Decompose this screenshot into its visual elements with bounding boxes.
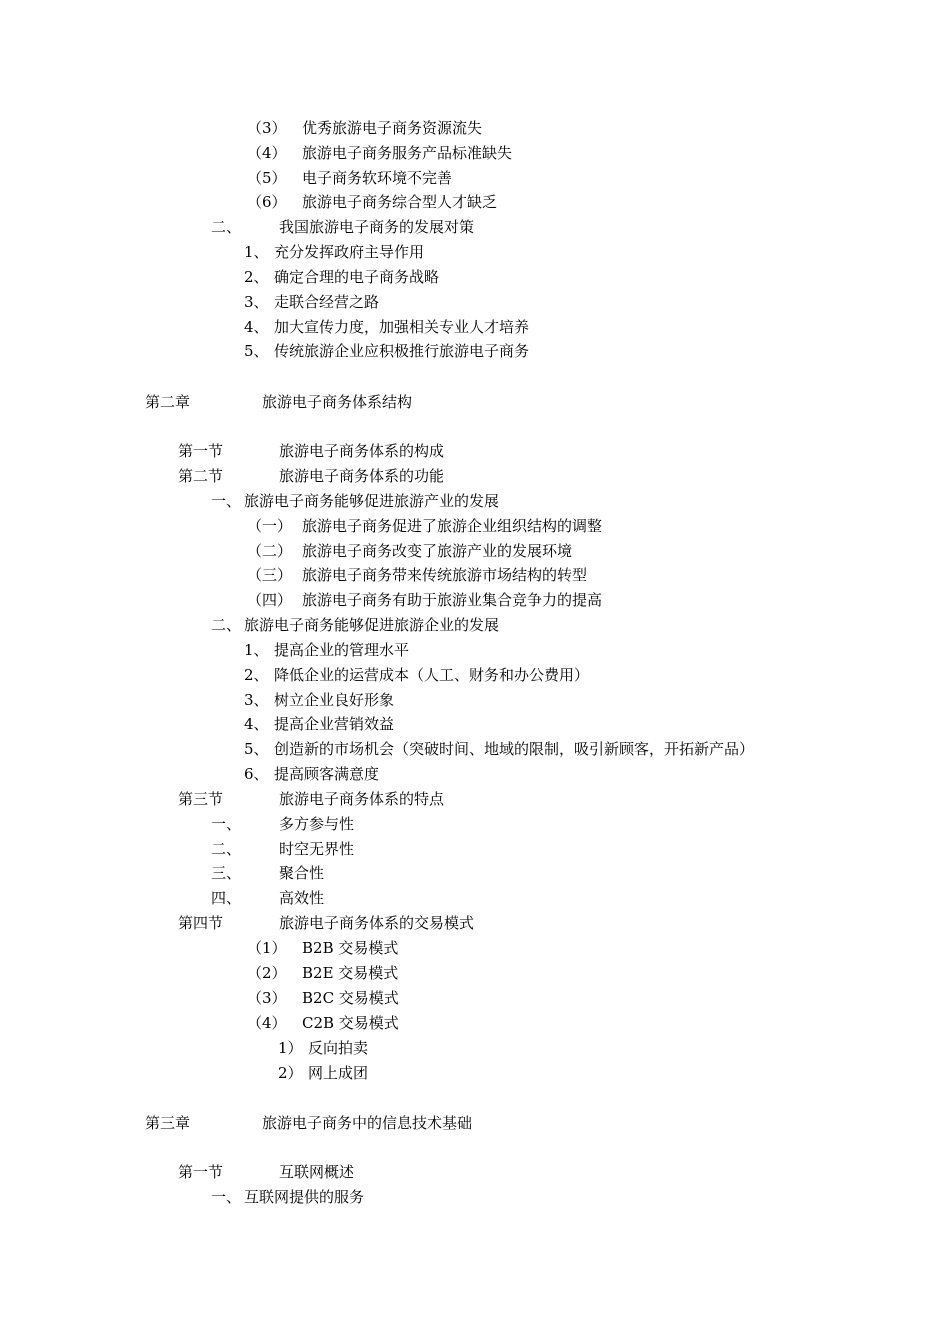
item-text: 降低企业的运营成本（人工、财务和办公费用） [274, 666, 590, 684]
item-text: 旅游电子商务能够促进旅游企业的发展 [244, 616, 500, 634]
chapter-number: 第二章 [145, 393, 191, 411]
item-number: 一、 [211, 492, 242, 510]
item-number: （四） [247, 591, 293, 609]
item-number: （二） [247, 542, 293, 560]
section-title: 旅游电子商务体系的特点 [279, 790, 445, 808]
item-number: 5、 [244, 342, 269, 360]
item-text: 网上成团 [308, 1064, 369, 1082]
item-text: 加大宣传力度，加强相关专业人才培养 [274, 318, 530, 336]
item-text: 旅游电子商务改变了旅游产业的发展环境 [302, 542, 573, 560]
section-number: 第三节 [178, 790, 224, 808]
item-text: 聚合性 [279, 864, 325, 882]
item-text: 反向拍卖 [308, 1039, 369, 1057]
section-title: 互联网概述 [279, 1163, 355, 1181]
item-number: 1、 [244, 243, 269, 261]
item-text: 走联合经营之路 [274, 293, 380, 311]
item-text: 创造新的市场机会（突破时间、地域的限制，吸引新顾客，开拓新产品） [274, 740, 755, 758]
item-text: B2B 交易模式 [302, 939, 399, 957]
item-number: 4、 [244, 715, 269, 733]
item-number: 1） [278, 1039, 303, 1057]
item-text: 充分发挥政府主导作用 [274, 243, 425, 261]
item-text: 我国旅游电子商务的发展对策 [279, 218, 475, 236]
item-number: 三、 [211, 864, 242, 882]
item-number: 6、 [244, 765, 269, 783]
item-number: 二、 [211, 616, 242, 634]
item-number: （1） [247, 939, 287, 957]
chapter-title: 旅游电子商务中的信息技术基础 [262, 1114, 473, 1132]
item-text: B2E 交易模式 [302, 964, 399, 982]
item-text: 确定合理的电子商务战略 [274, 268, 440, 286]
item-text: 时空无界性 [279, 840, 355, 858]
section-number: 第四节 [178, 914, 224, 932]
item-number: 5、 [244, 740, 269, 758]
item-text: B2C 交易模式 [302, 989, 399, 1007]
item-number: 一、 [211, 815, 242, 833]
item-text: 优秀旅游电子商务资源流失 [302, 119, 483, 137]
item-text: 旅游电子商务服务产品标准缺失 [302, 144, 513, 162]
item-number: 3、 [244, 293, 269, 311]
item-number: 2） [278, 1064, 303, 1082]
item-text: 传统旅游企业应积极推行旅游电子商务 [274, 342, 530, 360]
item-text: C2B 交易模式 [302, 1014, 399, 1032]
item-number: 3、 [244, 691, 269, 709]
chapter-title: 旅游电子商务体系结构 [262, 393, 413, 411]
item-number: （6） [247, 193, 287, 211]
item-number: 2、 [244, 666, 269, 684]
item-number: 1、 [244, 641, 269, 659]
chapter-number: 第三章 [145, 1114, 191, 1132]
item-number: （2） [247, 964, 287, 982]
item-number: （一） [247, 517, 293, 535]
section-number: 第一节 [178, 442, 224, 460]
item-number: （3） [247, 989, 287, 1007]
item-number: 二、 [211, 840, 242, 858]
item-text: 旅游电子商务能够促进旅游产业的发展 [244, 492, 500, 510]
item-text: 旅游电子商务带来传统旅游市场结构的转型 [302, 566, 588, 584]
section-title: 旅游电子商务体系的功能 [279, 467, 445, 485]
section-number: 第二节 [178, 467, 224, 485]
item-text: 高效性 [279, 889, 325, 907]
item-text: 互联网提供的服务 [244, 1188, 365, 1206]
item-text: 树立企业良好形象 [274, 691, 395, 709]
item-number: 4、 [244, 318, 269, 336]
item-number: 一、 [211, 1188, 242, 1206]
item-text: 旅游电子商务促进了旅游企业组织结构的调整 [302, 517, 603, 535]
item-number: （5） [247, 169, 287, 187]
section-title: 旅游电子商务体系的交易模式 [279, 914, 475, 932]
item-text: 旅游电子商务综合型人才缺乏 [302, 193, 498, 211]
item-number: （4） [247, 1014, 287, 1032]
item-text: 提高顾客满意度 [274, 765, 380, 783]
item-text: 多方参与性 [279, 815, 355, 833]
item-text: 旅游电子商务有助于旅游业集合竞争力的提高 [302, 591, 603, 609]
section-title: 旅游电子商务体系的构成 [279, 442, 445, 460]
item-number: （4） [247, 144, 287, 162]
item-number: （3） [247, 119, 287, 137]
item-text: 提高企业的管理水平 [274, 641, 410, 659]
section-number: 第一节 [178, 1163, 224, 1181]
item-number: 四、 [211, 889, 242, 907]
item-text: 提高企业营销效益 [274, 715, 395, 733]
item-number: （三） [247, 566, 293, 584]
item-text: 电子商务软环境不完善 [302, 169, 453, 187]
item-number: 2、 [244, 268, 269, 286]
item-number: 二、 [211, 218, 242, 236]
